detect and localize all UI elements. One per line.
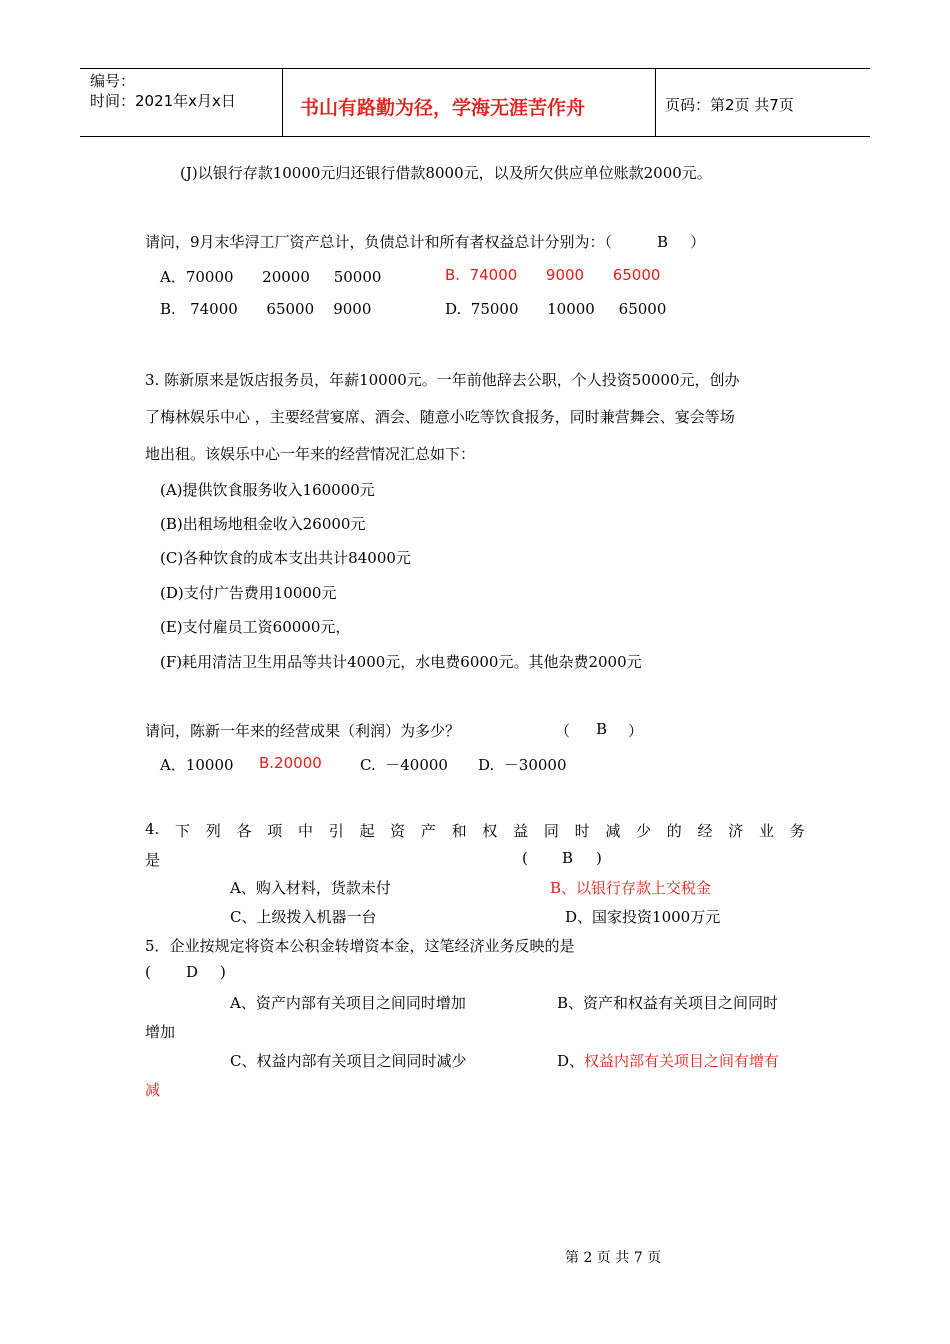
q4-char: 时: [574, 822, 590, 840]
q4-char: 权: [482, 822, 498, 840]
header-page-label: 页码：第2页 共7页: [665, 96, 794, 114]
q4-char: 的: [666, 822, 682, 840]
q3-option-b: B.20000: [259, 754, 322, 772]
q5-option-b: B、资产和权益有关项目之间同时: [557, 994, 779, 1012]
q4-char: 经: [697, 822, 713, 840]
q2-option-row1-b: B. 74000 9000 65000: [445, 266, 661, 284]
q4-char: 下: [175, 822, 191, 840]
q4-answer: B: [562, 849, 574, 867]
q5-line1: 5．企业按规定将资本公积金转增资本金，这笔经济业务反映的是: [145, 937, 575, 955]
q2-question-text: 请问，9月末华浔工厂资产总计，负债总计和所有者权益总计分别为：（: [145, 233, 613, 251]
header-number-label: 编号：: [90, 72, 136, 90]
q3-item-d: (D)支付广告费用10000元: [160, 584, 337, 602]
q3-item-b: (B)出租场地租金收入26000元: [160, 515, 366, 533]
q5-option-d: [557, 1050, 779, 1071]
q3-answer: B: [596, 720, 608, 738]
q4-char: 益: [513, 822, 529, 840]
header-divider-1: [282, 68, 283, 136]
q3-paren-open: （: [555, 722, 571, 740]
q4-char: 各: [236, 822, 252, 840]
header-divider-2: [655, 68, 656, 136]
q2-close: ）: [690, 233, 706, 251]
q3-option-d: D. －30000: [478, 756, 567, 774]
q5-paren-close: ): [220, 963, 226, 981]
q4-option-c: C、上级拨入机器一台: [230, 908, 377, 926]
q5-option-d-text: 权益内部有关项目之间有增有: [584, 1052, 780, 1070]
q5-option-d-prefix: D、: [557, 1052, 585, 1070]
q3-option-a: A．10000: [160, 756, 234, 774]
q4-char: 和: [451, 822, 467, 840]
header-bottom-rule: [80, 136, 870, 137]
q4-char: 中: [297, 822, 313, 840]
q4-line1: [145, 820, 805, 841]
q3-option-c: C. －40000: [360, 756, 448, 774]
q5-option-a: A、资产内部有关项目之间同时增加: [230, 994, 466, 1012]
header-top-rule: [80, 68, 870, 69]
q4-char: 列: [205, 822, 221, 840]
q2-answer: B: [657, 233, 669, 251]
q5-paren-open: (: [145, 963, 151, 981]
page-footer: 第 2 页 共 7 页: [565, 1250, 662, 1266]
q4-char: 起: [359, 822, 375, 840]
q4-option-a: A、购入材料，货款未付: [230, 879, 391, 897]
q3-line2: 了梅林娱乐中心 ，主要经营宴席、酒会、随意小吃等饮食报务，同时兼营舞会、宴会等场: [145, 408, 735, 426]
q5-option-c: C、权益内部有关项目之间同时减少: [230, 1052, 467, 1070]
q4-char: 引: [328, 822, 344, 840]
q4-option-b: B、以银行存款上交税金: [550, 879, 712, 897]
q4-char: 项: [267, 822, 283, 840]
q4-char: 资: [390, 822, 406, 840]
q5-option-b-cont: 增加: [145, 1023, 176, 1041]
q3-question: 请问，陈新一年来的经营成果（利润）为多少？: [145, 722, 461, 740]
q5-option-d-cont: 减: [145, 1081, 161, 1099]
q4-char: 务: [789, 822, 805, 840]
q3-item-a: (A)提供饮食服务收入160000元: [160, 481, 375, 499]
q3-paren-close: ）: [628, 722, 644, 740]
intro-line: (J)以银行存款10000元归还银行借款8000元，以及所欠供应单位账款2000元。: [180, 164, 712, 182]
q4-paren-close: ): [596, 849, 602, 867]
q5-answer: D: [186, 963, 199, 981]
q3-item-c: (C)各种饮食的成本支出共计84000元: [160, 549, 411, 567]
q4-char: 少: [636, 822, 652, 840]
q4-char: 减: [605, 822, 621, 840]
q2-option-row2-b: D. 75000 10000 65000: [445, 300, 667, 318]
q4-char: 济: [728, 822, 744, 840]
q4-option-d: D、国家投资1000万元: [565, 908, 721, 926]
q4-char: 业: [758, 822, 774, 840]
q3-line1: 3. 陈新原来是饭店报务员，年薪10000元。一年前他辞去公职，个人投资50000元，创办: [145, 371, 740, 389]
q3-item-f: (F)耗用清洁卫生用品等共计4000元，水电费6000元。其他杂费2000元: [160, 653, 642, 671]
header-motto: 书山有路勤为径，学海无涯苦作舟: [300, 97, 586, 119]
q2-question: [145, 231, 705, 252]
q3-line3: 地出租。该娱乐中心一年来的经营情况汇总如下：: [145, 445, 476, 463]
header-time-label: 时间：2021年x月x日: [90, 92, 236, 110]
q4-paren-open: (: [522, 849, 528, 867]
q4-line2: 是: [145, 851, 161, 869]
q4-char: 同: [543, 822, 559, 840]
q4-char: 产: [420, 822, 436, 840]
q3-item-e: (E)支付雇员工资60000元，: [160, 618, 351, 636]
q4-char: 4.: [145, 820, 160, 838]
q2-option-row1-a: A．70000 20000 50000: [160, 268, 382, 286]
q2-option-row2-a: B. 74000 65000 9000: [160, 300, 372, 318]
